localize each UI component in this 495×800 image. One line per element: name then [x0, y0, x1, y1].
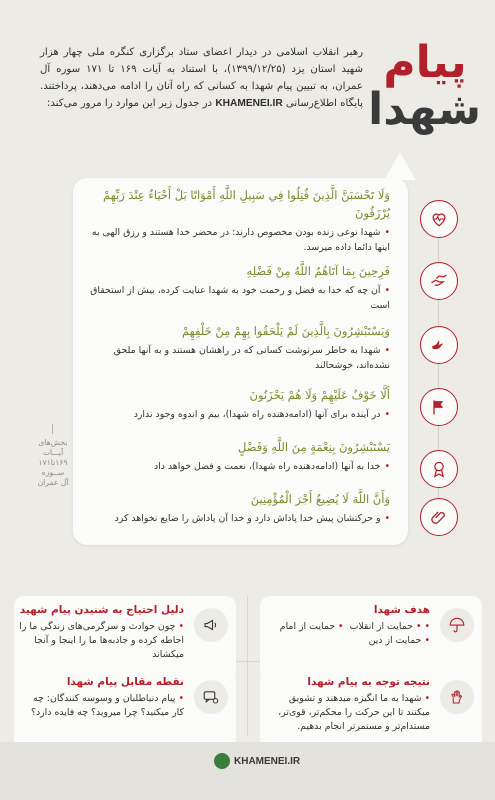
panel-tail — [384, 152, 416, 180]
verse-arabic: وَلَا تَحْسَبَنَّ الَّذِينَ قُتِلُوا فِي سَبِيلِ اللَّهِ أَمْوَاتًا بَلْ أَحْيَاءٌ عِنْدَ رَبِّهِمْ يُرْزَقُونَ — [103, 188, 390, 220]
page-title — [368, 37, 481, 135]
umbrella-icon — [440, 608, 474, 642]
paperclip-icon — [420, 498, 458, 536]
source-note — [33, 438, 73, 488]
flag-icon — [420, 388, 458, 426]
card-item-text: • حمایت از انقلاب — [350, 621, 422, 632]
card-list — [19, 692, 184, 720]
source-note-line: ۱۶۹تا۱۷۱ — [38, 458, 68, 467]
medal-icon — [420, 450, 458, 488]
verse-persian: • خدا به آنها (ادامه‌دهنده راه شهدا)، نعمت و فضل خواهد داد — [90, 459, 390, 474]
verse-arabic: يَسْتَبْشِرُونَ بِنِعْمَةٍ مِنَ اللَّهِ وَفَضْلٍ — [238, 440, 390, 454]
card-title: هدف شهدا — [373, 604, 430, 616]
footer-logo[interactable] — [214, 753, 300, 769]
card-list-item: • چون حوادث و سرگرمی‌های زندگی ما را احاطه کرده و جاذبه‌ها ما را اینجا و آنجا میکشاند — [19, 620, 184, 662]
card-list — [19, 620, 184, 662]
verse-arabic: وَأَنَّ اللَّهَ لَا يُضِيعُ أَجْرَ الْمُؤْمِنِينَ — [250, 492, 390, 506]
verse-item — [90, 438, 390, 474]
verse-arabic: أَلَّا خَوْفٌ عَلَيْهِمْ وَلَا هُمْ يَحْزَنُونَ — [249, 388, 390, 402]
verse-item — [90, 186, 390, 255]
card-title: نقطه مقابل پیام شهدا — [66, 676, 184, 688]
dove-icon — [420, 326, 458, 364]
footer — [0, 742, 495, 800]
source-note-line: آل عمران — [37, 478, 69, 487]
card-list — [265, 692, 430, 734]
source-note-line-top — [52, 424, 53, 434]
card-result — [260, 668, 482, 752]
verse-item — [90, 262, 390, 313]
card-title: دلیل احتیاج به شنیدن پیام شهید — [19, 604, 184, 616]
title-line-1: پیام — [383, 37, 467, 88]
megaphone-icon — [194, 608, 228, 642]
verse-persian: • آن چه که خدا به فضل و رحمت خود به شهدا عنایت کرده، بیش از استحقاق است — [90, 283, 390, 313]
card-opposite — [14, 668, 236, 752]
verse-persian: • شهدا نوعی زنده بودن مخصوص دارند: در محضر خدا هستند و رزق الهی به اینها دائما داده میرسد. — [90, 225, 390, 255]
verse-arabic: فَرِحِينَ بِمَا آتَاهُمُ اللَّهُ مِنْ فَضْلِهِ — [246, 264, 390, 278]
verse-item — [90, 386, 390, 422]
intro-site-link[interactable]: KHAMENEI.IR — [215, 98, 283, 109]
source-note-line: بخش‌های — [38, 438, 68, 447]
speech-bubble-icon — [194, 680, 228, 714]
intro-text-2: در جدول زیر این موارد را مرور می‌کند: — [46, 98, 216, 109]
verse-persian: • و حرکتشان پیش خدا پاداش دارد و خدا آن پاداش را ضایع نخواهد کرد — [90, 511, 390, 526]
card-list — [265, 620, 430, 648]
card-list-item — [265, 620, 430, 634]
verse-item — [90, 490, 390, 526]
card-list-item: • پیام دنیاطلبان و وسوسه کنندگان: چه کار میکنید؟ چرا میروید؟ چه فایده دارد؟ — [19, 692, 184, 720]
heart-pulse-icon — [420, 200, 458, 238]
footer-logo-text: KHAMENEI.IR — [234, 755, 301, 767]
source-note-line: آیـــات — [42, 448, 64, 457]
card-title: نتیجه توجه به پیام شهدا — [307, 676, 430, 688]
site-logo-icon — [214, 753, 230, 769]
intro-text-1: رهبر انقلاب اسلامی در دیدار اعضای ستاد برگزاری کنگره ملی چهار هزار شهید استان یزد (۱۳۹۹/۱۲/۲۵)، با استناد به آیات ۱۶۹ تا ۱۷۱ سوره آل عمران، به تبیین پیام شهدا به کسانی که راه آنان را ادامه می‌دهند، پرداختند. پایگاه اطلاع‌رسانی — [40, 47, 363, 109]
source-note-line: ســوره — [41, 468, 65, 477]
title-line-2: شهدا — [368, 84, 481, 135]
verse-arabic: وَيَسْتَبْشِرُونَ بِالَّذِينَ لَمْ يَلْحَقُوا بِهِمْ مِنْ خَلْفِهِمْ — [182, 324, 390, 338]
cards-divider-vertical — [247, 596, 248, 736]
verse-persian: • شهدا به خاطر سرنوشت کسانی که در راهشان هستند و به آنها ملحق نشده‌اند، خوشحالند — [90, 343, 390, 373]
giving-hands-icon — [420, 262, 458, 300]
verse-persian: • در آینده برای آنها (ادامه‌دهنده راه شهدا)، بیم و اندوه وجود ندارد — [90, 407, 390, 422]
card-list-item: • شهدا به ما انگیزه میدهند و تشویق میکنند تا این حرکت را محکم‌تر، قوی‌تر، مستدام‌تر و مستمرتر انجام بدهیم. — [265, 692, 430, 734]
card-list-item: • حمایت از دین — [265, 634, 430, 648]
intro-paragraph — [40, 44, 363, 112]
card-item-text: • حمایت از امام — [280, 621, 344, 632]
raised-hand-icon — [440, 680, 474, 714]
verse-item — [90, 322, 390, 373]
